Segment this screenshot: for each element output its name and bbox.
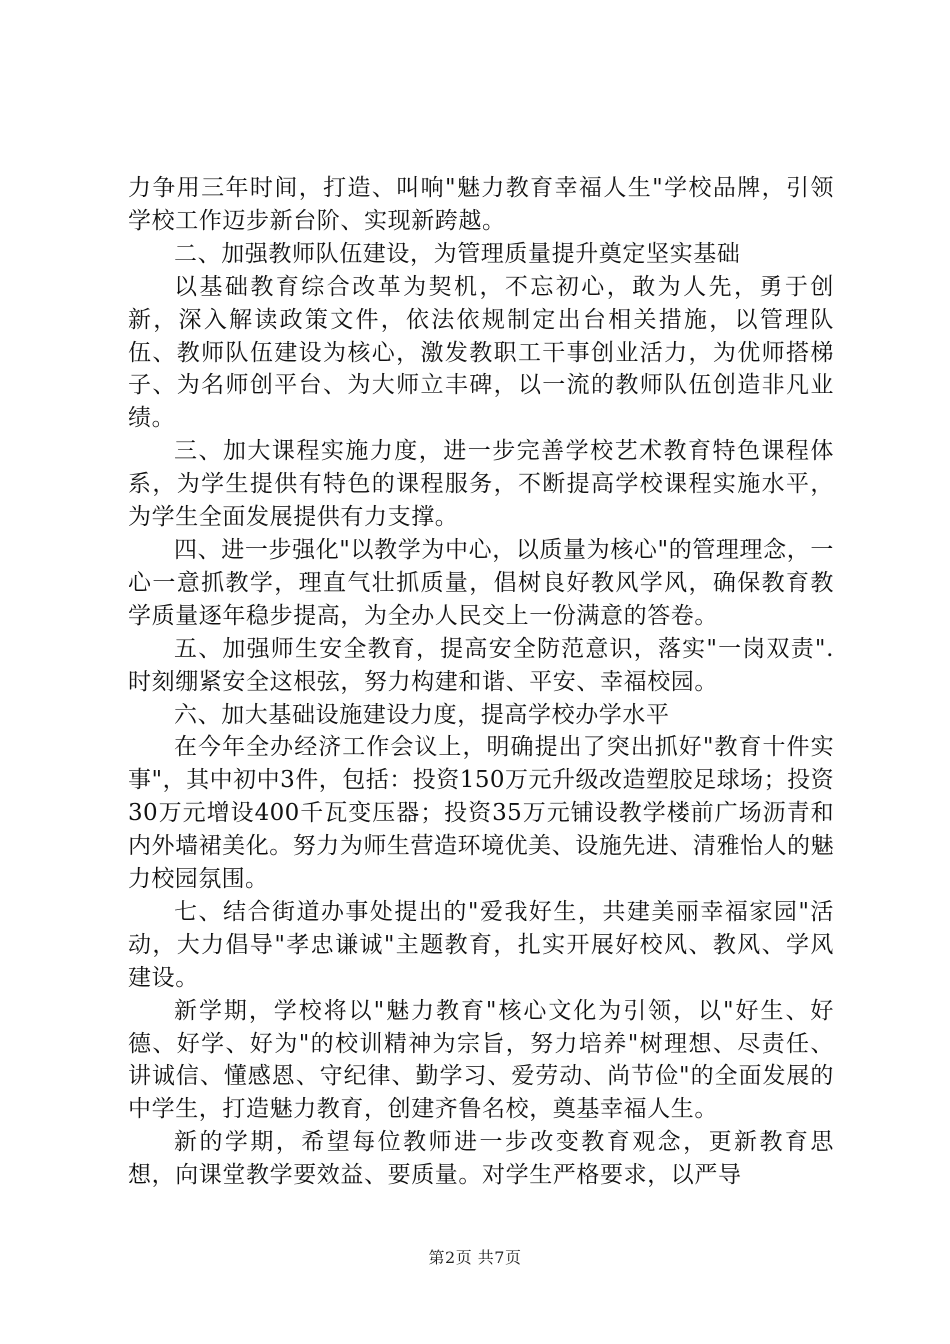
section-heading-6: 六、加大基础设施建设力度，提高学校办学水平 (174, 701, 670, 728)
section-heading-2: 二、加强教师队伍建设，为管理质量提升奠定坚实基础 (174, 240, 741, 267)
page-number-footer: 第2页 共7页 (428, 1248, 522, 1267)
section-heading-5: 五、加强师生安全教育，提高安全防范意识，落实"一岗双责".时刻绷紧安全这根弦，努力构建和谐、平安、幸福校园。 (128, 635, 834, 695)
paragraph-ten-projects: 在今年全办经济工作会议上，明确提出了突出抓好"教育十件实事"，其中初中3件，包括：投资150万元升级改造塑胶足球场；投资30万元增设400千瓦变压器；投资35万元铺设教学楼前广场沥青和内外墙裙美化。努力为师生营造环境优美、设施先进、清雅怡人的魅力校园氛围。 (128, 734, 834, 893)
paragraph-teacher-team: 以基础教育综合改革为契机，不忘初心，敢为人先，勇于创新，深入解读政策文件，依法依规制定出台相关措施，以管理队伍、教师队伍建设为核心，激发教职工干事创业活力，为优师搭梯子、为名师创平台、为大师立丰碑，以一流的教师队伍创造非凡业绩。 (128, 273, 834, 432)
section-heading-7: 七、结合街道办事处提出的"爱我好生，共建美丽幸福家园"活动，大力倡导"孝忠谦诚"主题教育，扎实开展好校风、教风、学风建设。 (128, 898, 834, 991)
paragraph-continuation: 力争用三年时间，打造、叫响"魅力教育幸福人生"学校品牌，引领学校工作迈步新台阶、实现新跨越。 (128, 175, 834, 234)
section-heading-3: 三、加大课程实施力度，进一步完善学校艺术教育特色课程体系，为学生提供有特色的课程服务，不断提高学校课程实施水平，为学生全面发展提供有力支撑。 (128, 438, 834, 531)
paragraph-new-semester: 新学期，学校将以"魅力教育"核心文化为引领，以"好生、好德、好学、好为"的校训精神为宗旨，努力培养"树理想、尽责任、讲诚信、懂感恩、守纪律、勤学习、爱劳动、尚节俭"的全面发展的中学生，打造魅力教育，创建齐鲁名校，奠基幸福人生。 (128, 997, 834, 1123)
paragraph-teacher-hopes: 新的学期，希望每位教师进一步改变教育观念，更新教育思想，向课堂教学要效益、要质量。对学生严格要求，以严导 (128, 1129, 834, 1189)
section-heading-4: 四、进一步强化"以教学为中心，以质量为核心"的管理理念，一心一意抓教学，理直气壮抓质量，倡树良好教风学风，确保教育教学质量逐年稳步提高，为全办人民交上一份满意的答卷。 (128, 536, 834, 629)
body-text (128, 172, 834, 1192)
